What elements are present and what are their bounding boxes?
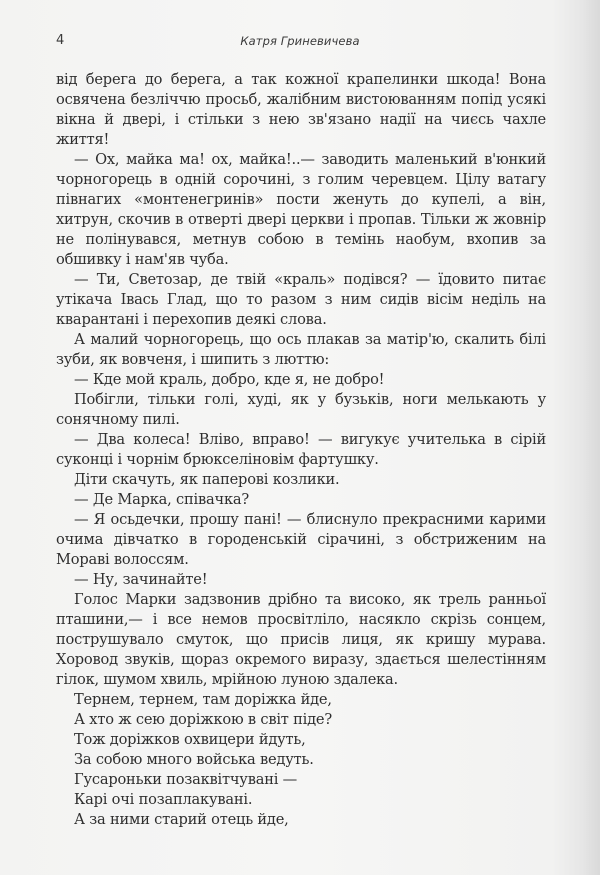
body-text	[56, 70, 546, 830]
verse-line: Тож доріжков охвицери йдуть,	[74, 731, 306, 748]
verse-line: Карі очі позаплакувані.	[74, 791, 253, 808]
paragraph: — Два колеса! Вліво, вправо! — вигукує учителька в сірій суконці і чорнім брюкселіновім фартушку.	[56, 431, 546, 468]
paragraph: Голос Марки задзвонив дрібно та високо, як трель ранньої пташини,— і все немов просвітліло, насякло скрізь сонцем, пострушувало смуток, що присів лиця, як кришу мурава. Хоровод звуків, щораз окремого виразу, здається шелестінням гілок, шумом хвиль, мрійною луною здалека.	[56, 591, 546, 688]
verse-line: Тернем, тернем, там доріжка йде,	[74, 691, 332, 708]
verse-line: А за ними старий отець йде,	[74, 811, 289, 828]
verse-line: За собою много войська ведуть.	[74, 751, 314, 768]
paragraph: А малий чорногорець, що ось плакав за матір'ю, скалить білі зуби, як вовченя, і шипить з люттю:	[56, 331, 546, 368]
page-number: 4	[56, 33, 65, 48]
paragraph: Побігли, тільки голі, худі, як у бузьків, ноги мелькають у сонячному пилі.	[56, 391, 546, 428]
running-head	[0, 33, 600, 51]
paragraph: — Я осьдечки, прошу пані! — блиснуло прекрасними карими очима дівчатко в городенській сірачині, з обстриженим на Мораві волоссям.	[56, 511, 546, 568]
paragraph: — Ти, Светозар, де твій «краль» подівся? — їдовито питає утікача Івась Глад, що то разом з ним сидів вісім неділь на кварантані і перехопив деякі слова.	[56, 271, 546, 328]
verse-line: А хто ж сею доріжкою в світ піде?	[74, 711, 332, 728]
paragraph: — Кде мой краль, добро, кде я, не добро!	[74, 371, 385, 388]
paragraph: від берега до берега, а так кожної крапелинки шкода! Вона освячена безліччю просьб, жалібним вистоюванням попід усякі вікна й двері, і стільки з нею зв'язано надії на чиєсь чахле життя!	[56, 71, 546, 148]
paragraph: Діти скачуть, як паперові козлики.	[74, 471, 340, 488]
paragraph: — Ну, зачинайте!	[74, 571, 208, 588]
song-verse	[56, 690, 546, 830]
paragraph: — Де Марка, співачка?	[74, 491, 250, 508]
paragraph: — Ох, майка ма! ох, майка!..— заводить маленький в'юнкий чорногорець в одній сорочині, з голим черевцем. Цілу ватагу півнагих «монтенегринів» пости женуть до купелі, а він, хитрун, скочив в отверті двері церкви і пропав. Тільки ж жовнір не полінувався, метнув собою в темінь наобум, вхопив за обшивку і нам'яв чуба.	[56, 151, 546, 268]
verse-line: Гусароньки позаквітчувані —	[74, 771, 298, 788]
running-head-author: Катря Гриневичева	[240, 34, 360, 48]
